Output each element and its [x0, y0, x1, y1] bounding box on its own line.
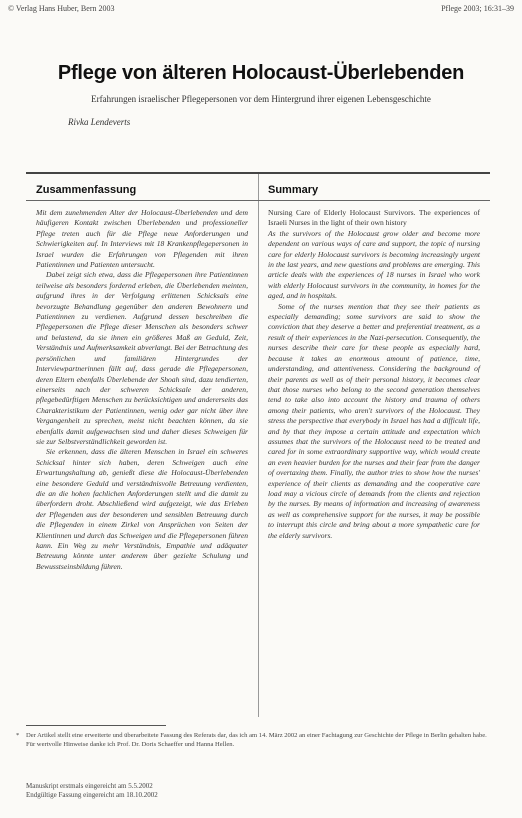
summary-paragraph: As the survivors of the Holocaust grow older and become more dependent on various ways of care and support, the topic of nursing care for elderly Holocaust survivors is becoming increasingly urgent in the last years, and new questions and problems are emerging. This article deals with the experiences of 18 nurses in Israel who work with elderly Holocaust survivors in the community, in homes for the aged, and in hospitals. — [268, 228, 480, 301]
abstract-german-column — [26, 172, 259, 717]
publisher-line: © Verlag Hans Huber, Bern 2003 — [8, 4, 115, 13]
abstract-english-column — [258, 172, 490, 541]
article-title: Pflege von älteren Holocaust-Überlebenden — [57, 62, 465, 84]
summary-lead: Nursing Care of Elderly Holocaust Survivors. The experiences of Israeli Nurses in the light of their own history — [268, 208, 480, 228]
zusammenfassung-heading: Zusammenfassung — [26, 172, 258, 201]
summary-body — [258, 201, 490, 541]
footnote — [16, 731, 496, 749]
summary-paragraph: Some of the nurses mention that they see their patients as especially demanding; some survivors are said to show the conviction that they deserve a better and preferential treatment, as a result of their experiences in the Nazi-persecution. Consequently, the nurses describe their care for these people as especially hard, because it takes an enormous amount of patience, time, understanding, and attentiveness. Considering the background of their parents as well as of their personal history, it becomes clear that those nurses who belong to the second generation themselves tend to take also into account the history and trauma of others among their patients, who aren't survivors of the Holocaust. They stress the perspective that everybody in Israel has had a difficult life, and by that they impose a certain attitude and expectation which assumes that the survivors of the Holocaust need to be treated and cared for in some extraordinary supportive way, which would create an even heavier burden for the nurses and their fear from the danger of overtaxing them. Finally, the author tries to show how the nurses' experience of their clients as demanding and the cooperative care load may a vicious circle of demands from the clients and rejection by the nurses. By means of information and increasing of awareness as well as comprehensive support for the nurses, it may be possible to interrupt this circle and bring about a more sympathetic care for the elderly survivors. — [268, 301, 480, 540]
running-header — [8, 4, 514, 13]
manuscript-received: Manuskript erstmals eingereicht am 5.5.2002 — [26, 782, 153, 790]
article-subtitle: Erfahrungen israelischer Pflegepersonen vor dem Hintergrund ihrer eigenen Lebensgeschichte — [91, 94, 431, 104]
summary-heading: Summary — [258, 172, 490, 201]
manuscript-final: Endgültige Fassung eingereicht am 18.10.2002 — [26, 791, 158, 799]
zusammenfassung-paragraph: Sie erkennen, dass die älteren Menschen in Israel ein schweres Schicksal hinter sich haben, deren Schweigen auch eine Erwartungshaltung ab, genießt diese die Holocaust-Überlebenden eine besondere Geduld und verständnisvolle Betreuung verdienten, die an die hohen fachlichen Anforderungen stellt und die damit zu überfordern droht. Abschließend wird aufgezeigt, wie das Erleben der Pflegenden aus der besonderen und sensiblen Betreuung durch die Pflegenden in einem Zirkel von Ansprüchen von Seiten der Klientinnen und durch das Schweigen und die Pflegepersonen führen kann. Ein Weg zu mehr Verständnis, Empathie und adäquater Betreuung könnte unter anderem über gezielte Schulung und Bewusstseinsbildung führen. — [36, 447, 248, 571]
manuscript-dates — [26, 782, 158, 800]
author-name: Rivka Lendeverts — [68, 117, 131, 127]
zusammenfassung-paragraph: Mit dem zunehmenden Alter der Holocaust-Überlebenden und dem häufigeren Kontakt zwischen Überlebenden und professioneller Pflege treten auch für die Pflege neue Anforderungen und Schwierigkeiten auf. In Interviews mit 18 Krankenpflegepersonen in Israel wurden die Erfahrungen von Pflegenden mit ihren Patientinnen und Patienten untersucht. — [36, 208, 248, 270]
footnote-text: Der Artikel stellt eine erweiterte und überarbeitete Fassung des Referats dar, das ich am 14. März 2002 an einer Fachtagung zur Geschichte der Pflege in Berlin gehalten habe. Für wertvolle Hinweise danke ich Prof. Dr. Doris Schaeffer und Hanna Hellen. — [26, 732, 487, 748]
zusammenfassung-paragraph: Dabei zeigt sich etwa, dass die Pflegepersonen ihre Patientinnen teilweise als besonders fordernd erleben, die Überlebenden meinten, aufgrund ihres in der Verfolgung erlittenen Schicksals eine bevorzugte Behandlung gegenüber den anderen Bewohnern und Patientinnen zu verdienen. Aufgrund dessen beschreiben die Pflegepersonen die Pflege dieser Menschen als besonders schwer und belastend, da sie ihnen ein größeres Maß an Geduld, Zeit, Verständnis und Aufmerksamkeit abverlangt. Bei der Betrachtung des persönlichen und familiären Hintergrundes der Interviewpartnerinnen fällt auf, dass gerade die Pflegepersonen, deren Eltern ebenfalls Überlebende der Shoah sind, dazu tendierten, einerseits nach der schweren Schicksale der anderen, pflegebedürftigen Menschen zu berücksichtigen und andererseits das Charakteristikum der Patientinnen, wenig oder gar nicht über ihre Vergangenheit zu sprechen, meist nicht beachten können, da sie ebenfalls damit aufgewachsen sind und daher dieses Schweigen für sie zur Selbstverständlichkeit geworden ist. — [36, 270, 248, 446]
footnote-mark: * — [16, 732, 20, 739]
zusammenfassung-body — [26, 201, 258, 572]
journal-citation: Pflege 2003; 16:31–39 — [441, 4, 514, 13]
footnote-divider — [26, 725, 166, 726]
